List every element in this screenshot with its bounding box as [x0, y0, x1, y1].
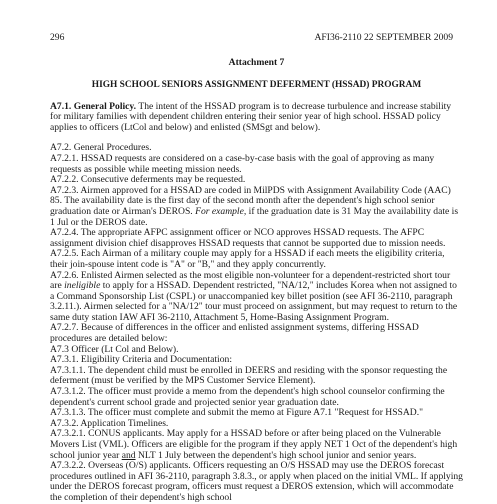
paragraph-a7-2-6: A7.2.6. Enlisted Airmen selected as the most eligible non-volunteer for a dependent-restricted short tour are ineligible to apply for a HSSAD. Dependent restricted, "NA/12," includes Korea when not assigned to a Command Sponsorship List (CSPL) or unaccompanied key billet position (see AFI 36-2110, paragraph 3.2.11.). Airmen selected for a "NA/12" tour must proceed on assignment, but may request to return to the same duty station IAW AFI 36-2110, Attachment 5, Home-Basing Assignment Program.: [50, 269, 458, 323]
page-header: [50, 33, 463, 45]
paragraph-a7-3-2: A7.3.2. Application Timelines.: [50, 417, 169, 429]
paragraph-text: The intent of the HSSAD program is to decrease turbulence and increase stability for military families with dependent children entering their senior year of high school. HSSAD policy applies to officers (LtCol and below) and enlisted (SMSgt and below).: [50, 100, 452, 133]
paragraph-a7-3-1-2: A7.3.1.2. The officer must provide a memo from the dependent's high school counselor confirming the dependent's current school grade and projected senior year graduation date.: [50, 386, 445, 408]
example-phrase: For example,: [195, 205, 247, 217]
paragraph-a7-3: A7.3 Officer (Lt Col and Below).: [50, 343, 179, 355]
paragraph-a7-3-1-1: A7.3.1.1. The dependent child must be enrolled in DEERS and residing with the sponsor requesting the deferment (must be verified by the MPS Customer Service Element).: [50, 364, 448, 387]
paragraph-a7-2-7: A7.2.7. Because of differences in the officer and enlisted assignment systems, differing HSSAD procedures are detailed below:: [50, 322, 419, 345]
paragraph-a7-2: A7.2. General Procedures.: [50, 142, 152, 154]
paragraph-a7-2-2: A7.2.2. Consecutive deferments may be requested.: [50, 174, 246, 186]
page-number: 296: [50, 32, 65, 43]
paragraph-a7-2-1: A7.2.1. HSSAD requests are considered on a case-by-case basis with the goal of approving as many requests as possible while meeting mission needs.: [50, 152, 435, 175]
paragraph-a7-2-5: A7.2.5. Each Airman of a military couple may apply for a HSSAD if each meets the eligibility criteria, their join-spouse intent code is "A" or "B," and they apply concurrently.: [50, 248, 445, 270]
attachment-title: Attachment 7: [228, 57, 285, 68]
and-underlined: and: [121, 449, 136, 461]
program-title: HIGH SCHOOL SENIORS ASSIGNMENT DEFERMENT (HSSAD) PROGRAM: [91, 80, 422, 90]
document-reference: AFI36-2110 22 SEPTEMBER 2009: [314, 32, 453, 43]
paragraph-a7-2-3: A7.2.3. Airmen approved for a HSSAD are coded in MilPDS with Assignment Availability Code (AAC) 85. The availability date is the first day of the second month after the dependent's high school senior graduation date or Airman's DEROS. For example, if the graduation date is 31 May the availability date is 1 Jul or the DEROS date.: [50, 184, 459, 228]
paragraph-a7-3-1-3: A7.3.1.3. The officer must complete and submit the memo at Figure A7.1 "Request for HSSAD.": [50, 407, 424, 419]
paragraph-number: A7.1.: [50, 100, 72, 112]
paragraph-a7-1: [50, 102, 463, 134]
paragraph-heading: General Policy.: [73, 100, 137, 112]
paragraph-a7-2-4: A7.2.4. The appropriate AFPC assignment officer or NCO approves HSSAD requests. The AFPC assignment division chief disapproves HSSAD requests that cannot be supported due to mission needs.: [50, 227, 446, 249]
paragraph-a7-3-2-2: A7.3.2.2. Overseas (O/S) applicants. Officers requesting an O/S HSSAD may use the DEROS forecast procedures outlined in AFI 36-2110, paragraph 3.8.3., or apply when placed on the initial VML. If applying under the DEROS forecast program, officers must request a DEROS extension, which will accommodate the completion of their dependent's high school: [50, 460, 463, 503]
ineligible-emphasis: ineligible: [64, 280, 101, 292]
paragraph-a7-3-1: A7.3.1. Eligibility Criteria and Documentation:: [50, 354, 232, 366]
paragraph-a7-3-2-1: A7.3.2.1. CONUS applicants. May apply for a HSSAD before or after being placed on the Vulnerable Movers List (VML). Officers are eligible for the program if they apply NET 1 Oct of the dependent's high school junior year and NLT 1 July between the dependent's high school junior and senior years.: [50, 428, 458, 461]
